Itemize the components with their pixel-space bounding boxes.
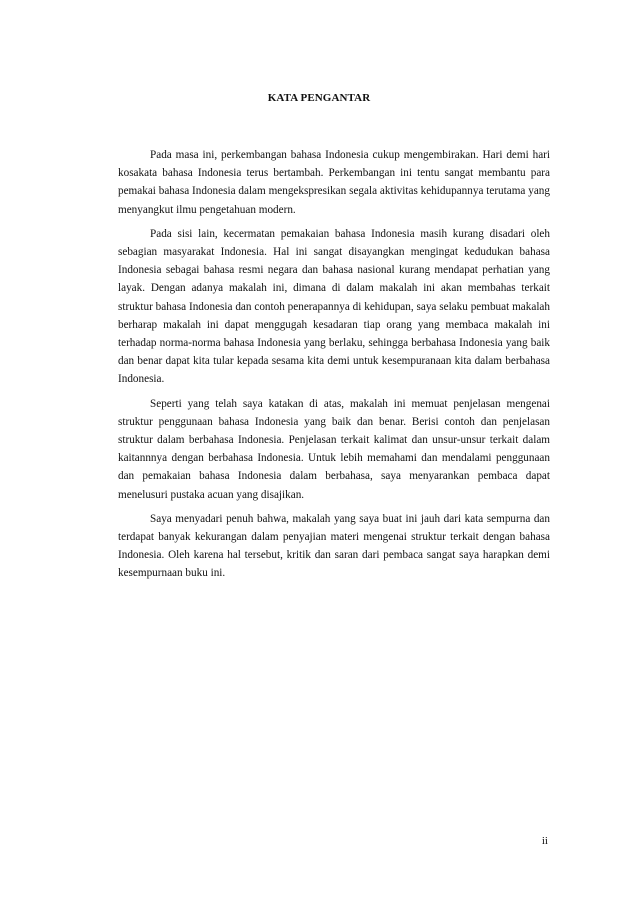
paragraph-2: Pada sisi lain, kecermatan pemakaian bahasa Indonesia masih kurang disadari oleh sebagian masyarakat Indonesia. Hal ini sangat disayangkan mengingat kedudukan bahasa Indonesia sebagai bahasa resmi negara dan bahasa nasional kurang mendapat perhatian yang layak. Dengan adanya makalah ini, dimana di dalam makalah ini akan membahas terkait struktur bahasa Indonesia dan contoh penerapannya di kehidupan, saya selaku pembuat makalah berharap makalah ini dapat menggugah kesadaran tiap orang yang membaca makalah ini terhadap norma-norma bahasa Indonesia yang berlaku, sehingga berbahasa Indonesia yang baik dan benar dapat kita tular kepada sesama kita demi untuk kesempuranaan kita dalam berbahasa Indonesia. bbox=[118, 227, 550, 386]
body-text bbox=[118, 146, 550, 589]
paragraph-3: Seperti yang telah saya katakan di atas, makalah ini memuat penjelasan mengenai struktur penggunaan bahasa Indonesia yang baik dan benar. Berisi contoh dan penjelasan struktur dalam berbahasa Indonesia. Penjelasan terkait kalimat dan unsur-unsur terkait dalam kaitannnya dengan berbahasa Indonesia. Untuk lebih memahami dan mendalami penggunaan dan pemakaian bahasa Indonesia dalam berbahasa, saya menyarankan pembaca dapat menelusuri pustaka acuan yang disajikan. bbox=[118, 397, 550, 501]
page-number: ii bbox=[541, 835, 548, 847]
paragraph-1: Pada masa ini, perkembangan bahasa Indonesia cukup mengembirakan. Hari demi hari kosakata bahasa Indonesia terus bertambah. Perkembangan ini tentu sangat membantu para pemakai bahasa Indonesia dalam mengekspresikan segala aktivitas kehidupannya terutama yang menyangkut ilmu pengetahuan modern. bbox=[118, 149, 550, 216]
paragraph-4: Saya menyadari penuh bahwa, makalah yang saya buat ini jauh dari kata sempurna dan terdapat banyak kekurangan dalam penyajian materi mengenai struktur terkait dengan bahasa Indonesia. Oleh karena hal tersebut, kritik dan saran dari pembaca sangat saya harapkan demi kesempurnaan buku ini. bbox=[118, 512, 550, 580]
page-title: KATA PENGANTAR bbox=[267, 92, 371, 104]
